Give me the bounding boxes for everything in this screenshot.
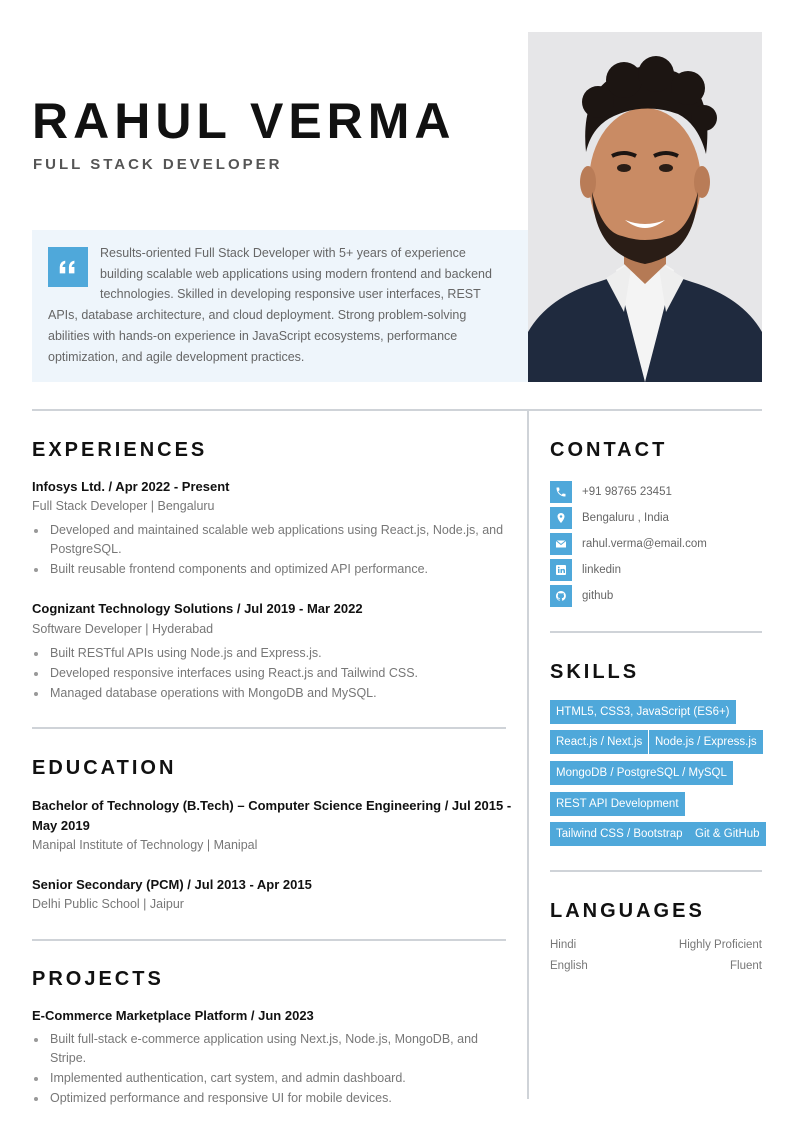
language-level: Fluent [730, 960, 762, 972]
phone-icon [550, 481, 572, 503]
languages-heading: LANGUAGES [550, 900, 705, 922]
github-icon [550, 585, 572, 607]
skill-tag: Git & GitHub [689, 822, 766, 846]
contact-email[interactable]: rahul.verma@email.com [550, 533, 707, 555]
education-heading: EDUCATION [32, 757, 177, 779]
linkedin-icon [550, 559, 572, 581]
project-1-bullets [32, 1030, 512, 1109]
contact-linkedin[interactable]: linkedin [550, 559, 621, 581]
experience-1-sub: Full Stack Developer | Bengaluru [32, 499, 215, 513]
profile-photo [528, 32, 762, 382]
quote-icon [48, 247, 88, 287]
skills-heading: SKILLS [550, 661, 640, 683]
skill-tag: REST API Development [550, 792, 685, 816]
experiences-heading: EXPERIENCES [32, 439, 208, 461]
contact-location: Bengaluru , India [550, 507, 669, 529]
skill-tag: React.js / Next.js [550, 730, 648, 754]
language-level: Highly Proficient [678, 939, 762, 951]
contact-heading: CONTACT [550, 439, 668, 461]
education-2-sub: Delhi Public School | Jaipur [32, 897, 184, 911]
candidate-title: FULL STACK DEVELOPER [33, 156, 283, 173]
language-name: Hindi [550, 939, 577, 951]
list-item: Developed responsive interfaces using React.js and Tailwind CSS. [32, 664, 512, 683]
list-item: Developed and maintained scalable web applications using React.js, Node.js, and PostgreSQL. [32, 521, 512, 559]
list-item: Optimized performance and responsive UI for mobile devices. [32, 1089, 512, 1108]
summary-text: Results-oriented Full Stack Developer with 5+ years of experience building scalable web applications using modern frontend and backend technologies. Skilled in developing responsive user interfaces, REST APIs, database architecture, and cloud deployment. Strong problem-solving abilities with hands-on experience in JavaScript ecosystems, performance optimization, and agile development practices. [48, 246, 492, 364]
contact-divider [550, 631, 762, 633]
education-2-head: Senior Secondary (PCM) / Jul 2013 - Apr 2015 [32, 877, 312, 892]
contact-phone: +91 98765 23451 [550, 481, 672, 503]
top-divider [32, 409, 762, 411]
skill-tag: Tailwind CSS / Bootstrap [550, 822, 689, 846]
projects-heading: PROJECTS [32, 968, 164, 990]
experience-2-sub: Software Developer | Hyderabad [32, 622, 214, 636]
experiences-divider [32, 727, 506, 729]
list-item: Built reusable frontend components and optimized API performance. [32, 560, 512, 579]
experience-2-head: Cognizant Technology Solutions / Jul 2019 - Mar 2022 [32, 601, 363, 616]
skill-tag: MongoDB / PostgreSQL / MySQL [550, 761, 733, 785]
list-item: Managed database operations with MongoDB and MySQL. [32, 684, 512, 703]
education-1-head: Bachelor of Technology (B.Tech) – Computer Science Engineering / Jul 2015 - May 2019 [32, 798, 512, 833]
experience-2-bullets [32, 644, 512, 704]
list-item: Built RESTful APIs using Node.js and Express.js. [32, 644, 512, 663]
contact-github[interactable]: github [550, 585, 613, 607]
skill-tag: Node.js / Express.js [649, 730, 763, 754]
project-1-head: E-Commerce Marketplace Platform / Jun 2023 [32, 1008, 314, 1023]
skill-tag: HTML5, CSS3, JavaScript (ES6+) [550, 700, 736, 724]
summary-box [32, 230, 528, 382]
language-row [550, 939, 762, 951]
list-item: Built full-stack e-commerce application using Next.js, Node.js, MongoDB, and Stripe. [32, 1030, 512, 1068]
language-name: English [550, 960, 588, 972]
skills-divider [550, 870, 762, 872]
experience-1-head: Infosys Ltd. / Apr 2022 - Present [32, 479, 230, 494]
language-row [550, 960, 762, 972]
education-divider [32, 939, 506, 941]
location-icon [550, 507, 572, 529]
portrait-illustration [528, 32, 762, 382]
education-1-sub: Manipal Institute of Technology | Manipal [32, 838, 258, 852]
email-icon [550, 533, 572, 555]
experience-1-bullets [32, 521, 512, 580]
column-divider [527, 409, 529, 1099]
list-item: Implemented authentication, cart system, and admin dashboard. [32, 1069, 512, 1088]
candidate-name: RAHUL VERMA [32, 93, 456, 149]
